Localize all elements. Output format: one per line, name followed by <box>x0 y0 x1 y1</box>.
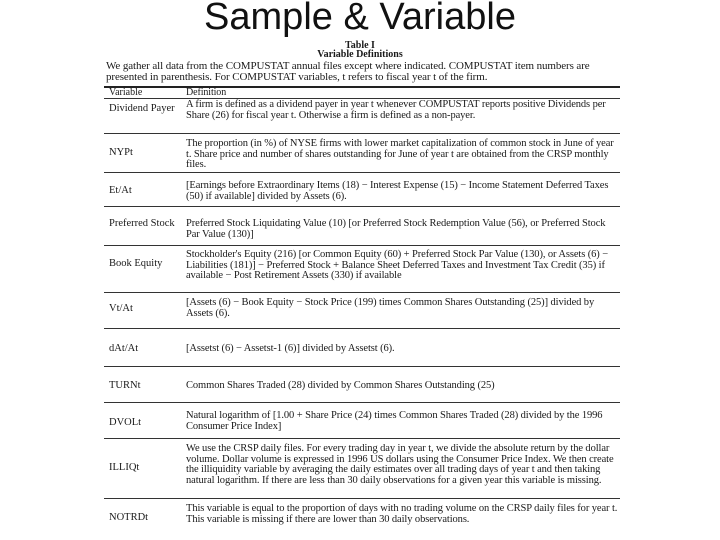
row-definition: Natural logarithm of [1.00 + Share Price (24) times Common Shares Traded (28) divided by the 1996 Consumer Price Index] <box>186 410 603 432</box>
row-definition: We use the CRSP daily files. For every trading day in year t, we divide the absolute return by the dollar volume. Dollar volume is expressed in 1996 US dollars using the Consumer Price Index. We then create the illiquidity variable by averaging the daily estimates over all trading days of year t and then taking natural logarithm. If there are less than 30 daily observations for a given year this variable is missing. <box>186 443 614 486</box>
row-definition: Stockholder's Equity (216) [or Common Equity (60) + Preferred Stock Par Value (130), or Assets (6) − Liabilities (181)] − Preferred Stock + Balance Sheet Deferred Taxes and Investment Tax Credit (35) if available − Post Retirement Assets (330) if available <box>186 249 609 281</box>
row-definition: [Assetst (6) − Assetst-1 (6)] divided by Assetst (6). <box>186 343 395 354</box>
row-definition: Preferred Stock Liquidating Value (10) [or Preferred Stock Redemption Value (56), or Preferred Stock Par Value (130)] <box>186 218 606 240</box>
row-divider <box>104 172 620 173</box>
row-variable: Preferred Stock <box>109 218 175 229</box>
table-caption: Variable Definitions <box>317 49 403 60</box>
row-variable: NYPt <box>109 147 133 158</box>
table-intro: We gather all data from the COMPUSTAT annual files except where indicated. COMPUSTAT item numbers are presented in parenthesis. For COMPUSTAT variables, t refers to fiscal year t of the firm. <box>106 60 590 83</box>
table-label: Table I <box>345 40 375 51</box>
row-divider <box>104 402 620 403</box>
row-variable: Book Equity <box>109 258 163 269</box>
row-divider <box>104 206 620 207</box>
row-divider <box>104 438 620 439</box>
row-definition: [Assets (6) − Book Equity − Stock Price (199) times Common Shares Outstanding (25)] divided by Assets (6). <box>186 297 595 319</box>
row-divider <box>104 498 620 499</box>
row-definition: This variable is equal to the proportion of days with no trading volume on the CRSP daily files for year t. This variable is missing if there are lower than 30 daily observations. <box>186 503 618 525</box>
column-header-definition: Definition <box>186 87 227 98</box>
column-header-variable: Variable <box>109 87 143 98</box>
row-variable: Dividend Payer <box>109 103 175 114</box>
row-variable: Et/At <box>109 185 132 196</box>
row-divider <box>104 133 620 134</box>
row-variable: NOTRDt <box>109 512 149 523</box>
row-definition: Common Shares Traded (28) divided by Common Shares Outstanding (25) <box>186 380 495 391</box>
row-divider <box>104 366 620 367</box>
row-definition: [Earnings before Extraordinary Items (18) − Interest Expense (15) − Income Statement Deferred Taxes (50) if available] divided by Assets (6). <box>186 180 609 202</box>
row-variable: dAt/At <box>109 343 139 354</box>
row-divider <box>104 292 620 293</box>
row-divider <box>104 328 620 329</box>
row-definition: A firm is defined as a dividend payer in year t whenever COMPUSTAT reports positive Dividends per Share (26) for fiscal year t. Otherwise a firm is defined as a non-payer. <box>186 99 606 121</box>
row-variable: Vt/At <box>109 303 133 314</box>
row-variable: DVOLt <box>109 417 142 428</box>
row-definition: The proportion (in %) of NYSE firms with lower market capitalization of common stock in June of year t. Share price and number of shares outstanding for June of year t are obtained from the CRSP monthly files. <box>186 138 614 170</box>
row-variable: ILLIQt <box>109 462 140 473</box>
row-divider <box>104 245 620 246</box>
row-variable: TURNt <box>109 380 141 391</box>
slide-title: Sample & Variable <box>204 0 516 38</box>
